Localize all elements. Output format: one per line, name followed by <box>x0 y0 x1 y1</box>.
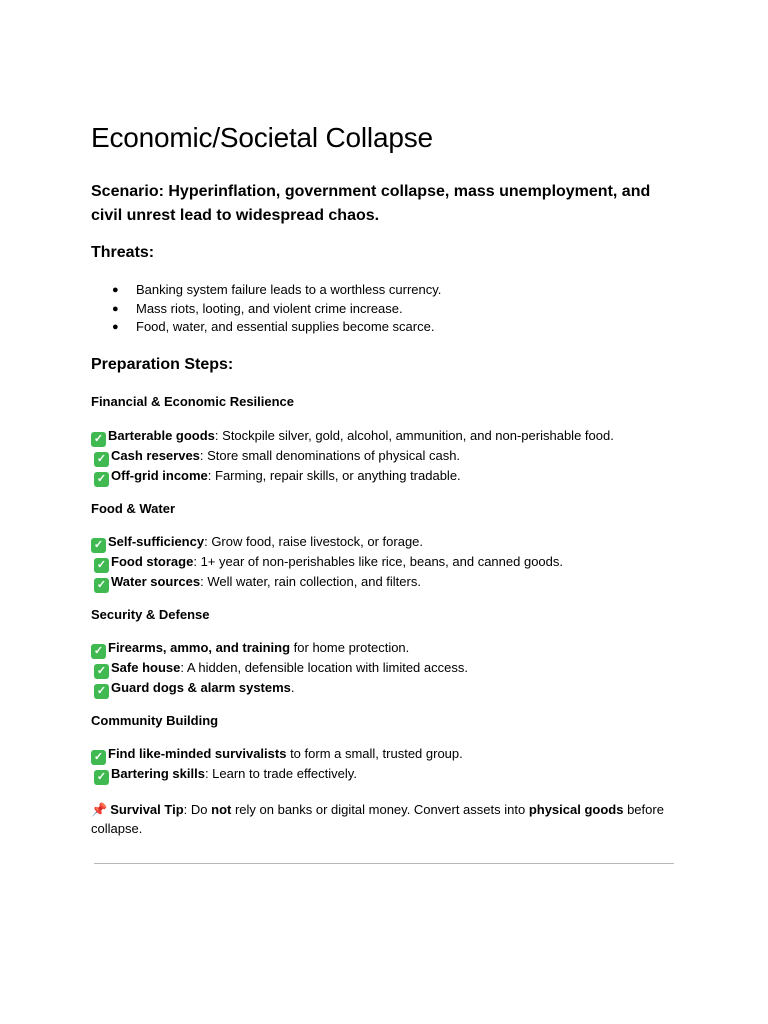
community-list <box>91 745 463 785</box>
check-icon: ✓ <box>91 432 106 447</box>
list-item: ✓ Safe house: A hidden, defensible location with limited access. <box>91 659 468 679</box>
check-icon: ✓ <box>94 664 109 679</box>
section-title-security: Security & Defense <box>91 607 210 622</box>
list-item: ● Banking system failure leads to a worthless currency. <box>91 281 441 300</box>
security-list <box>91 639 468 699</box>
list-item: ✓ Find like-minded survivalists to form a small, trusted group. <box>91 745 463 765</box>
check-icon: ✓ <box>91 538 106 553</box>
list-item: ● Food, water, and essential supplies become scarce. <box>91 318 441 337</box>
check-icon: ✓ <box>94 472 109 487</box>
food-water-list <box>91 533 563 593</box>
preparation-heading: Preparation Steps: <box>91 356 234 373</box>
list-item: ✓ Guard dogs & alarm systems. <box>91 679 468 699</box>
section-title-financial: Financial & Economic Resilience <box>91 394 295 409</box>
list-item: ✓ Cash reserves: Store small denominations of physical cash. <box>91 447 614 467</box>
bullet-icon: ● <box>112 302 119 315</box>
check-icon: ✓ <box>94 684 109 699</box>
list-item: ✓ Off-grid income: Farming, repair skills, or anything tradable. <box>91 467 614 487</box>
pushpin-icon: 📌 <box>91 802 108 817</box>
section-title-food-water: Food & Water <box>91 501 176 516</box>
check-icon: ✓ <box>94 452 109 467</box>
survival-tip: 📌 Survival Tip: Do not rely on banks or digital money. Convert assets into physical goods before collapse. <box>91 802 664 836</box>
check-icon: ✓ <box>91 644 106 659</box>
list-item: ✓ Food storage: 1+ year of non-perishables like rice, beans, and canned goods. <box>91 553 563 573</box>
bullet-icon: ● <box>112 284 119 296</box>
financial-list <box>91 427 614 487</box>
bullet-icon: ● <box>112 321 119 333</box>
list-item: ✓ Barterable goods: Stockpile silver, gold, alcohol, ammunition, and non-perishable food. <box>91 427 614 447</box>
list-item: ✓ Water sources: Well water, rain collection, and filters. <box>91 573 563 593</box>
list-item: ✓ Self-sufficiency: Grow food, raise livestock, or forage. <box>91 533 563 553</box>
check-icon: ✓ <box>94 770 109 785</box>
page-title: Economic/Societal Collapse <box>91 122 433 153</box>
threats-list <box>91 281 441 337</box>
check-icon: ✓ <box>91 750 106 765</box>
section-title-community: Community Building <box>91 713 219 728</box>
check-icon: ✓ <box>94 578 109 593</box>
list-item: ✓ Firearms, ammo, and training for home protection. <box>91 639 468 659</box>
scenario-text: Scenario: Hyperinflation, government collapse, mass unemployment, and civil unrest lead to widespread chaos. <box>91 183 651 224</box>
divider <box>94 863 674 864</box>
check-icon: ✓ <box>94 558 109 573</box>
threats-heading: Threats: <box>91 244 155 261</box>
list-item: ✓ Bartering skills: Learn to trade effectively. <box>91 765 463 785</box>
list-item: ● Mass riots, looting, and violent crime increase. <box>91 300 441 319</box>
